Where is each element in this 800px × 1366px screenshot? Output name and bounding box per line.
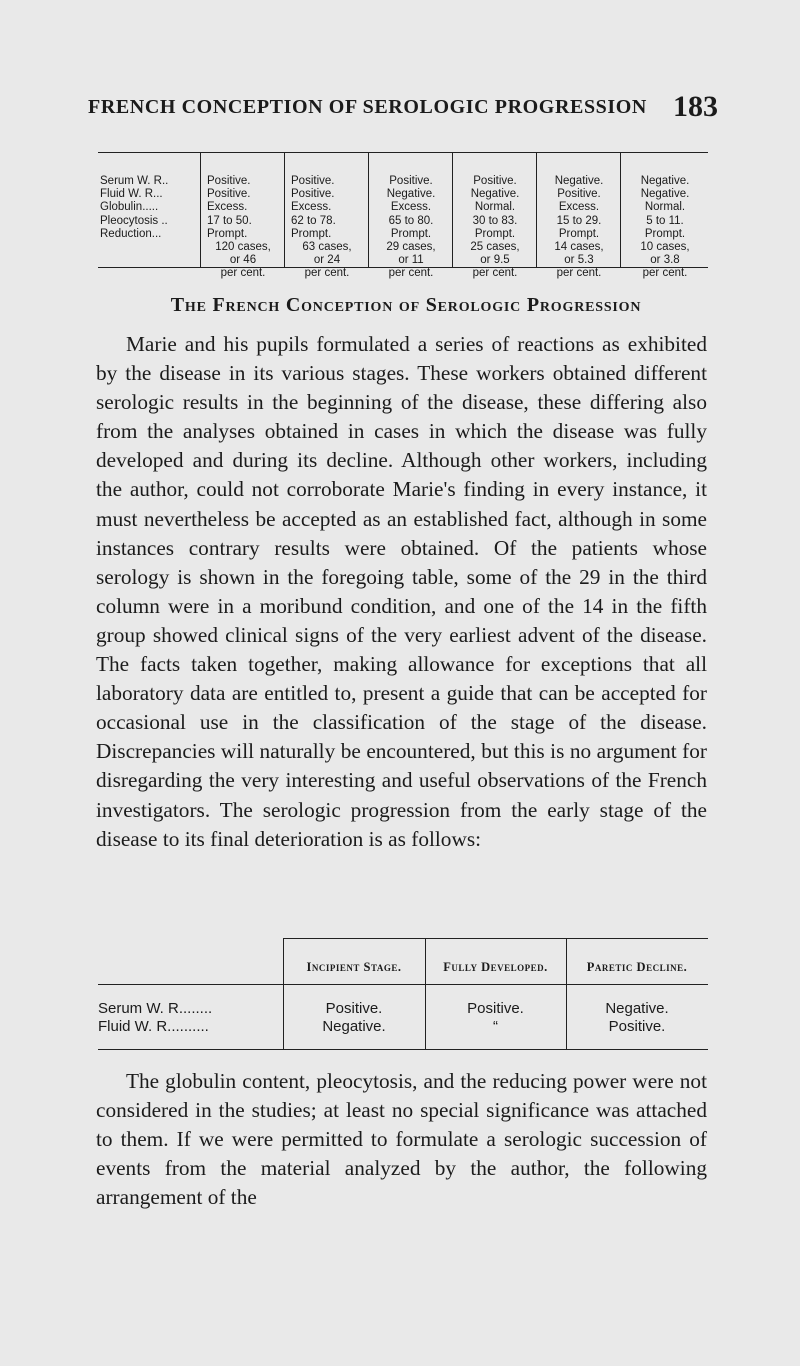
- table-cell: Prompt.: [390, 227, 432, 240]
- table-cell: per cent.: [472, 267, 518, 280]
- table-cell: Positive.: [608, 1018, 666, 1035]
- table-cell: Positive.: [473, 175, 517, 187]
- row-label: Serum W. R........: [98, 1000, 213, 1017]
- table-cell: or 3.8: [650, 254, 680, 267]
- row-label: Pleocytosis ..: [100, 214, 168, 227]
- table-column-2: [284, 153, 369, 280]
- table-cell: Positive.: [291, 175, 335, 187]
- table-rule: [98, 1049, 708, 1050]
- table-cell: per cent.: [556, 267, 602, 280]
- table-cell: Prompt.: [207, 227, 248, 240]
- table-column-5: [536, 153, 621, 280]
- table-cell: per cent.: [304, 267, 350, 280]
- column-header: Incipient Stage.: [306, 960, 402, 974]
- table-cell: Negative.: [322, 1018, 386, 1035]
- table-cell: 65 to 80.: [388, 214, 434, 227]
- table-cell: Prompt.: [291, 227, 332, 240]
- table-cell: 120 cases,: [215, 241, 271, 254]
- table-cell: Positive.: [207, 188, 251, 201]
- serology-groups-table: [98, 152, 708, 280]
- table-cell: Normal.: [474, 201, 516, 214]
- table-cell: Positive.: [467, 1000, 524, 1017]
- table-cell: or 9.5: [480, 254, 510, 267]
- column-header: Fully Developed.: [443, 960, 548, 974]
- table-cell: per cent.: [642, 267, 688, 280]
- row-label: Serum W. R..: [100, 175, 169, 187]
- table-cell: 30 to 83.: [472, 214, 518, 227]
- body-paragraph: Marie and his pupils formulated a series of reactions as exhibited by the disease in its various stages. These workers obtained different serologic results in the beginning of the disease, these differing also from the analyses obtained in cases in which the disease was fully developed and during its decline. Although other workers, including the author, could not corroborate Marie's finding in every instance, it must nevertheless be accepted as an established fact, although in some instances contrary results were obtained. Of the patients whose serology is shown in the foregoing table, some of the 29 in the third column were in a moribund condition, and one of the 14 in the fifth group showed clinical signs of the very earliest advent of the disease. The facts taken together, making allowance for exceptions that all laboratory data are entitled to, present a guide that can be accepted for occasional use in the classification of the stage of the disease. Discrepancies will naturally be encountered, but this is no argument for disregarding the very interesting and useful observations of the French investigators. The serologic progression from the early stage of the disease to its final deterioration is as follows:: [96, 332, 707, 851]
- row-labels: [100, 175, 200, 241]
- table-cell: Excess.: [558, 201, 600, 214]
- table-cell: Negative.: [640, 188, 690, 201]
- table-cell: Positive.: [557, 188, 601, 201]
- table-cell: Positive.: [325, 1000, 383, 1017]
- table-rule: [98, 984, 708, 985]
- table-cell: per cent.: [220, 267, 266, 280]
- table-cell: Positive.: [291, 188, 335, 201]
- table-cell: Excess.: [390, 201, 432, 214]
- table-cell: Excess.: [291, 201, 332, 214]
- serologic-progression-table: [98, 938, 708, 1050]
- table-cell: 25 cases,: [470, 241, 520, 254]
- table-column-4: [452, 153, 537, 280]
- table-cell: or 24: [313, 254, 341, 267]
- table-cell: Negative.: [605, 1000, 669, 1017]
- row-label: Fluid W. R...: [100, 188, 163, 201]
- table-cell: Excess.: [207, 201, 248, 214]
- table-cell: Normal.: [644, 201, 686, 214]
- page-number: 183: [673, 90, 718, 123]
- table-cell: 15 to 29.: [556, 214, 602, 227]
- table-cell: Negative.: [554, 175, 604, 187]
- table-cell: Prompt.: [558, 227, 600, 240]
- row-label: Reduction...: [100, 227, 162, 240]
- table-column-3: [368, 153, 453, 280]
- table-cell: Negative.: [640, 175, 690, 187]
- table-cell: 17 to 50.: [207, 214, 252, 227]
- table-cell: 14 cases,: [554, 241, 604, 254]
- table-cell: 10 cases,: [640, 241, 690, 254]
- table-cell: “: [493, 1018, 498, 1035]
- row-label: Fluid W. R..........: [98, 1018, 209, 1035]
- running-title: FRENCH CONCEPTION OF SEROLOGIC PROGRESSION: [88, 96, 647, 118]
- table-cell: Positive.: [389, 175, 433, 187]
- table-column-6: [620, 153, 709, 280]
- table-cell: or 46: [229, 254, 257, 267]
- table-cell: 62 to 78.: [291, 214, 336, 227]
- body-paragraph: The globulin content, pleocytosis, and the reducing power were not considered in the studies; at least no special significance was attached to them. If we were permitted to formulate a serologic succession of events from the material analyzed by the author, the following arrangement of the: [96, 1069, 707, 1210]
- table-cell: 63 cases,: [302, 241, 352, 254]
- row-label: Globulin.....: [100, 201, 159, 214]
- table-cell: Prompt.: [474, 227, 516, 240]
- table-cell: Prompt.: [644, 227, 686, 240]
- column-header: Paretic Decline.: [586, 960, 688, 974]
- section-heading: The French Conception of Serologic Progression: [170, 294, 642, 316]
- table-cell: 29 cases,: [386, 241, 436, 254]
- table-cell: Negative.: [470, 188, 520, 201]
- table-cell: per cent.: [388, 267, 434, 280]
- table-column-1: [200, 153, 285, 280]
- table-cell: or 5.3: [564, 254, 594, 267]
- table-cell: 5 to 11.: [646, 214, 684, 227]
- table-cell: Negative.: [386, 188, 436, 201]
- table-rule: [283, 938, 708, 939]
- table-cell: or 11: [398, 254, 424, 267]
- table-cell: Positive.: [207, 175, 251, 187]
- running-header: [88, 90, 718, 130]
